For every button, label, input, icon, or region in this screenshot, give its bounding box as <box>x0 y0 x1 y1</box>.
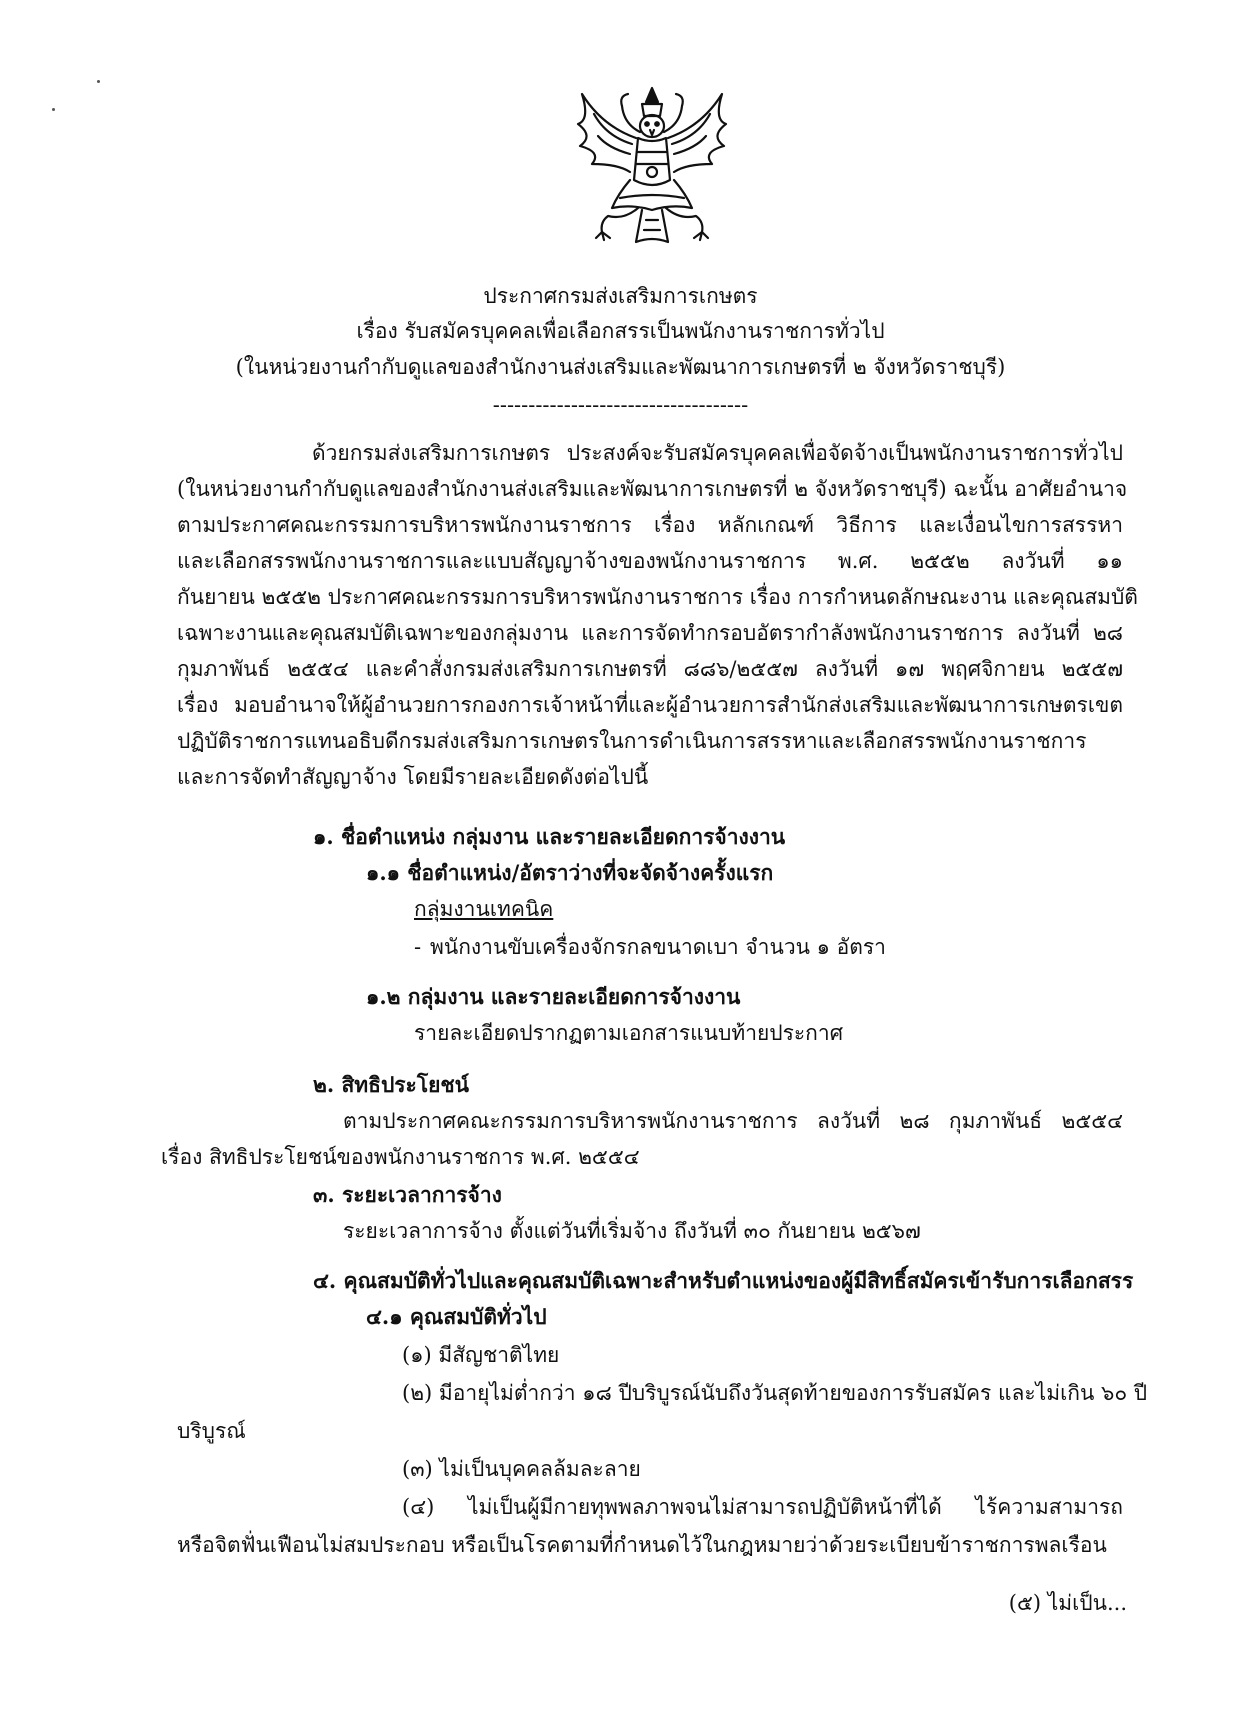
intro-line: และการจัดทำสัญญาจ้าง โดยมีรายละเอียดดังต่อไปนี้ <box>177 765 649 789</box>
qualification-item: (๑) มีสัญชาติไทย <box>402 1343 560 1367</box>
job-group-label: กลุ่มงานเทคนิค <box>414 897 554 921</box>
section-4-1-heading: ๔.๑ คุณสมบัติทั่วไป <box>366 1304 547 1329</box>
section-1-2-heading: ๑.๒ กลุ่มงาน และรายละเอียดการจ้างงาน <box>366 984 741 1009</box>
scan-speck <box>97 80 100 83</box>
section-1-2-text: รายละเอียดปรากฏตามเอกสารแนบท้ายประกาศ <box>414 1021 844 1045</box>
intro-line: ปฏิบัติราชการแทนอธิบดีกรมส่งเสริมการเกษตรในการดำเนินการสรรหาและเลือกสรรพนักงานราชการ <box>177 729 1087 753</box>
section-2-heading: ๒. สิทธิประโยชน์ <box>313 1072 470 1097</box>
position-dash: - <box>414 935 422 959</box>
announcement-subject: เรื่อง รับสมัครบุคคลเพื่อเลือกสรรเป็นพนักงานราชการทั่วไป <box>356 319 885 343</box>
announcement-unit: (ในหน่วยงานกำกับดูแลของสำนักงานส่งเสริมและพัฒนาการเกษตรที่ ๒ จังหวัดราชบุรี) <box>235 355 1006 379</box>
intro-line: กันยายน ๒๕๕๒ ประกาศคณะกรรมการบริหารพนักงานราชการ เรื่อง การกำหนดลักษณะงาน และคุณสมบัติ <box>177 585 1138 609</box>
section-2-line: ตามประกาศคณะกรรมการบริหารพนักงานราชการ ลงวันที่ ๒๘ กุมภาพันธ์ ๒๕๕๔ <box>343 1109 1123 1133</box>
qualification-item-cont: หรือจิตฟั่นเฟือนไม่สมประกอบ หรือเป็นโรคตามที่กำหนดไว้ในกฎหมายว่าด้วยระเบียบข้าราชการพลเรือน <box>177 1533 1107 1557</box>
section-1-heading: ๑. ชื่อตำแหน่ง กลุ่มงาน และรายละเอียดการจ้างงาน <box>313 824 786 849</box>
section-4-heading: ๔. คุณสมบัติทั่วไปและคุณสมบัติเฉพาะสำหรับตำแหน่งของผู้มีสิทธิ์สมัครเข้ารับการเลือกสรร <box>313 1268 1134 1293</box>
garuda-emblem-icon <box>572 80 732 250</box>
position-item: พนักงานขับเครื่องจักรกลขนาดเบา จำนวน ๑ อัตรา <box>430 935 886 959</box>
continued-marker: (๕) ไม่เป็น... <box>1008 1591 1127 1615</box>
scan-speck <box>52 108 55 111</box>
intro-line: กุมภาพันธ์ ๒๕๕๔ และคำสั่งกรมส่งเสริมการเกษตรที่ ๘๘๖/๒๕๕๗ ลงวันที่ ๑๗ พฤศจิกายน ๒๕๕๗ <box>177 657 1123 681</box>
intro-line: เฉพาะงานและคุณสมบัติเฉพาะของกลุ่มงาน และการจัดทำกรอบอัตรากำลังพนักงานราชการ ลงวันที่ ๒๘ <box>177 621 1123 645</box>
intro-line: (ในหน่วยงานกำกับดูแลของสำนักงานส่งเสริมและพัฒนาการเกษตรที่ ๒ จังหวัดราชบุรี) ฉะนั้น อาศัยอำนาจ <box>177 477 1128 501</box>
qualification-item: (๒) มีอายุไม่ต่ำกว่า ๑๘ ปีบริบูรณ์นับถึงวันสุดท้ายของการรับสมัคร และไม่เกิน ๖๐ ปี <box>402 1381 1148 1405</box>
intro-line: ตามประกาศคณะกรรมการบริหารพนักงานราชการ เรื่อง หลักเกณฑ์ วิธีการ และเงื่อนไขการสรรหา <box>177 513 1123 537</box>
section-1-1-heading: ๑.๑ ชื่อตำแหน่ง/อัตราว่างที่จะจัดจ้างครั้งแรก <box>366 860 774 885</box>
intro-line: และเลือกสรรพนักงานราชการและแบบสัญญาจ้างของพนักงานราชการ พ.ศ. ๒๕๕๒ ลงวันที่ ๑๑ <box>177 549 1123 573</box>
qualification-item: (๔) ไม่เป็นผู้มีกายทุพพลภาพจนไม่สามารถปฏิบัติหน้าที่ได้ ไร้ความสามารถ <box>402 1495 1123 1519</box>
qualification-item: (๓) ไม่เป็นบุคคลล้มละลาย <box>402 1457 641 1481</box>
announcement-title: ประกาศกรมส่งเสริมการเกษตร <box>483 284 758 308</box>
intro-line: ด้วยกรมส่งเสริมการเกษตร ประสงค์จะรับสมัครบุคคลเพื่อจัดจ้างเป็นพนักงานราชการทั่วไป <box>312 441 1123 465</box>
section-2-line: เรื่อง สิทธิประโยชน์ของพนักงานราชการ พ.ศ. ๒๕๕๔ <box>161 1145 640 1169</box>
section-3-heading: ๓. ระยะเวลาการจ้าง <box>313 1182 502 1207</box>
qualification-item-cont: บริบูรณ์ <box>177 1419 246 1443</box>
header-separator: ------------------------------------ <box>492 393 749 417</box>
intro-line: เรื่อง มอบอำนาจให้ผู้อำนวยการกองการเจ้าหน้าที่และผู้อำนวยการสำนักส่งเสริมและพัฒนาการเกษตรเขต <box>177 693 1123 717</box>
section-3-text: ระยะเวลาการจ้าง ตั้งแต่วันที่เริ่มจ้าง ถึงวันที่ ๓๐ กันยายน ๒๕๖๗ <box>343 1219 921 1243</box>
